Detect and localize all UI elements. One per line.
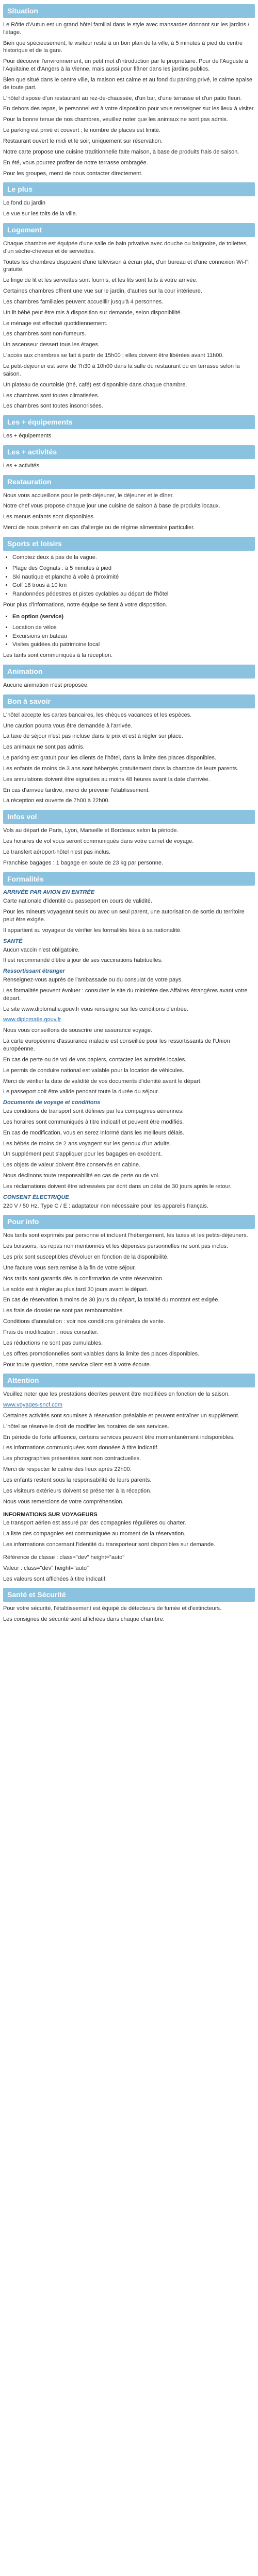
paragraph: Un ascenseur dessert tous les étages. xyxy=(3,342,100,348)
paragraph: Les horaires de vol vous seront communiqués dans votre carnet de voyage. xyxy=(3,838,194,845)
paragraph: Merci de vérifier la date de validité de vos documents d'identité avant le départ. xyxy=(3,1078,202,1084)
paragraph: Les boissons, les repas non mentionnés et les dépenses personnelles ne sont pas inclus. xyxy=(3,1243,228,1250)
paragraph: Il est recommandé d'être à jour de ses vaccinations habituelles. xyxy=(3,957,163,964)
paragraph: Carte nationale d'identité ou passeport en cours de validité. xyxy=(3,898,152,905)
paragraph: Le transport aérien est assuré par des compagnies régulières ou charter. xyxy=(3,1520,186,1527)
paragraph: Les annulations doivent être signalées au moins 48 heures avant la date d'arrivée. xyxy=(3,776,210,783)
paragraph: Les réclamations doivent être adressées par écrit dans un délai de 30 jours après le retour. xyxy=(3,1183,232,1190)
paragraph: Pour toute question, notre service client est à votre écoute. xyxy=(3,1361,151,1368)
pour-info-content xyxy=(3,1232,255,1368)
situation-content xyxy=(3,21,255,178)
paragraph: Les réductions ne sont pas cumulables. xyxy=(3,1340,103,1346)
paragraph: Nous vous remercions de votre compréhension. xyxy=(3,1498,124,1505)
paragraph: Les valeurs sont affichées à titre indicatif. xyxy=(3,1575,107,1582)
paragraph: Les formalités peuvent évoluer : consultez le site du ministère des Affaires étrangères avant votre départ. xyxy=(3,987,248,1002)
paragraph: Les enfants de moins de 3 ans sont hébergés gratuitement dans la chambre de leurs parents. xyxy=(3,765,239,772)
paragraph: Bien que spécieusement, le visiteur reste à un bon plan de la ville, à 5 minutes à pied du centre historique et de la gare. xyxy=(3,40,243,54)
paragraph: Le site www.diplomatie.gouv.fr vous renseigne sur les conditions d'entrée. xyxy=(3,1006,188,1012)
list-item: • Randonnées pédestres et pistes cyclables au départ de l'hôtel xyxy=(12,590,255,598)
paragraph: Nos tarifs sont exprimés par personne et incluent l'hébergement, les taxes et les petits-déjeuners. xyxy=(3,1232,248,1239)
activites-content xyxy=(3,462,255,470)
paragraph: Pour les mineurs voyageant seuls ou avec un seul parent, une autorisation de sortie du territoire peut être exigée. xyxy=(3,909,245,923)
section-heading-formalites: Formalités xyxy=(3,872,255,886)
animation-content xyxy=(3,682,255,689)
paragraph: Les offres promotionnelles sont valables dans la limite des places disponibles. xyxy=(3,1350,200,1357)
paragraph: Pour la bonne tenue de nos chambres, veuillez noter que les animaux ne sont pas admis. xyxy=(3,116,228,123)
paragraph: Le parking est gratuit pour les clients de l'hôtel, dans la limite des places disponibles. xyxy=(3,755,216,761)
paragraph: Nos tarifs sont garantis dès la confirmation de votre réservation. xyxy=(3,1275,164,1282)
equipements-content xyxy=(3,432,255,440)
page xyxy=(0,4,258,1639)
section-heading-sports: Sports et loisirs xyxy=(3,537,255,551)
logement-content xyxy=(3,240,255,410)
paragraph: Notre chef vous propose chaque jour une cuisine de saison à base de produits locaux. xyxy=(3,503,220,510)
subheading: INFORMATIONS SUR VOYAGEURS xyxy=(3,1511,98,1518)
paragraph: Les chambres sont toutes climatisées. xyxy=(3,392,100,399)
sports-list xyxy=(3,565,255,598)
paragraph: Le petit-déjeuner est servi de 7h30 à 10h00 dans la salle du restaurant ou en terrasse selon la saison. xyxy=(3,363,240,377)
attention-content xyxy=(3,1391,255,1505)
paragraph: Notre carte propose une cuisine traditionnelle faite maison, à base de produits frais de saison. xyxy=(3,148,239,155)
section-heading-le-plus: Le plus xyxy=(3,182,255,196)
paragraph: En dehors des repas, le personnel est à votre disposition pour vous renseigner sur les lieux à visiter. xyxy=(3,106,255,112)
paragraph: Les bébés de moins de 2 ans voyagent sur les genoux d'un adulte. xyxy=(3,1140,171,1147)
sports-content xyxy=(3,554,255,659)
paragraph: 220 V / 50 Hz. Type C / E : adaptateur non nécessaire pour les appareils français. xyxy=(3,1202,208,1209)
paragraph: Les + équipements xyxy=(3,433,52,439)
paragraph: Conditions d'annulation : voir nos conditions générales de vente. xyxy=(3,1318,165,1325)
formalites-content xyxy=(3,889,255,1210)
paragraph: Les chambres sont non-fumeurs. xyxy=(3,331,86,337)
paragraph: Le transfert aéroport-hôtel n'est pas inclus. xyxy=(3,849,111,855)
paragraph: Les menus enfants sont disponibles. xyxy=(3,514,95,520)
paragraph: L'hôtel se réserve le droit de modifier les horaires de ses services. xyxy=(3,1423,169,1430)
paragraph: Toutes les chambres disposent d'une télévision à écran plat, d'un bureau et d'une connexion Wi-Fi gratuite. xyxy=(3,259,250,273)
paragraph: Les conditions de transport sont définies par les compagnies aériennes. xyxy=(3,1108,184,1115)
paragraph: Les frais de dossier ne sont pas remboursables. xyxy=(3,1308,124,1314)
paragraph: Pour plus d'informations, notre équipe se tient à votre disposition. xyxy=(3,602,168,608)
paragraph: En cas de modification, vous en serez informé dans les meilleurs délais. xyxy=(3,1129,184,1136)
paragraph: Nous vous conseillons de souscrire une assurance voyage. xyxy=(3,1027,153,1034)
paragraph: La taxe de séjour n'est pas incluse dans le prix et est à régler sur place. xyxy=(3,733,183,740)
paragraph: En cas de réservation à moins de 30 jours du départ, la totalité du montant est exigée. xyxy=(3,1297,220,1303)
paragraph: Référence de classe : class="dev" height="auto" xyxy=(3,1554,125,1561)
paragraph: En période de forte affluence, certains services peuvent être momentanément indisponibles. xyxy=(3,1434,235,1440)
paragraph: Merci de nous prévenir en cas d'allergie ou de régime alimentaire particulier. xyxy=(3,524,195,531)
paragraph: Pour votre sécurité, l'établissement est équipé de détecteurs de fumée et d'extincteurs. xyxy=(3,1605,222,1612)
paragraph: La carte européenne d'assurance maladie est conseillée pour les ressortissants de l'Union européenne. xyxy=(3,1038,230,1052)
list-item: • Visites guidées du patrimoine local xyxy=(12,641,255,649)
paragraph: L'hôtel dispose d'un restaurant au rez-de-chaussée, d'un bar, d'une terrasse et d'un patio fleuri. xyxy=(3,95,242,101)
section-heading-sante-securite: Santé et Sécurité xyxy=(3,1588,255,1602)
paragraph: Franchise bagages : 1 bagage en soute de 23 kg par personne. xyxy=(3,859,164,866)
subheading: CONSENT ÉLECTRIQUE xyxy=(3,1194,69,1200)
paragraph: Chaque chambre est équipée d'une salle de bain privative avec douche ou baignoire, de toilettes, d'un sèche-cheveux et de serviettes. xyxy=(3,240,248,255)
section-heading-pour-info: Pour info xyxy=(3,1215,255,1229)
paragraph: Les enfants restent sous la responsabilité de leurs parents. xyxy=(3,1477,152,1483)
paragraph: Une facture vous sera remise à la fin de votre séjour. xyxy=(3,1264,136,1271)
voyages-link[interactable]: www.voyages-sncf.com xyxy=(3,1402,62,1409)
paragraph: Pour les groupes, merci de nous contacter directement. xyxy=(3,170,143,177)
section-heading-logement: Logement xyxy=(3,223,255,237)
paragraph: Vols au départ de Paris, Lyon, Marseille et Bordeaux selon la période. xyxy=(3,827,179,834)
paragraph: Les horaires sont communiqués à titre indicatif et peuvent être modifiés. xyxy=(3,1118,184,1125)
paragraph: Le vue sur les toits de la ville. xyxy=(3,211,77,217)
paragraph: Le solde est à régler au plus tard 30 jours avant le départ. xyxy=(3,1286,149,1293)
paragraph: Aucun vaccin n'est obligatoire. xyxy=(3,946,80,953)
paragraph: Les informations communiquées sont données à titre indicatif. xyxy=(3,1445,159,1451)
subheading: SANTÉ xyxy=(3,938,23,944)
link-paragraph xyxy=(3,1016,255,1024)
paragraph: Bien que situé dans le centre ville, la maison est calme et au fond du parking privé, le calme apaise de toute part. xyxy=(3,76,253,91)
section-heading-restauration: Restauration xyxy=(3,475,255,489)
paragraph: La réception est ouverte de 7h00 à 22h00. xyxy=(3,798,110,804)
list-item: • Excursions en bateau xyxy=(12,633,255,640)
paragraph: Nous vous accueillons pour le petit-déjeuner, le déjeuner et le dîner. xyxy=(3,492,174,499)
paragraph: Les visiteurs extérieurs doivent se présenter à la réception. xyxy=(3,1487,152,1494)
section-heading-animation: Animation xyxy=(3,665,255,679)
list-item: • Plage des Cognats : à 5 minutes à pied xyxy=(12,565,255,572)
paragraph: Pour découvrir l'environnement, un petit mot d'introduction par le propriétaire. Pour de l'Auguste à l'Aquitaine et d'Angers à la Vienne, mais aussi pour flâner dans les jardins publics. xyxy=(3,58,248,73)
sports-option-heading-list xyxy=(3,613,255,621)
paragraph: Frais de modification : nous consulter. xyxy=(3,1329,99,1335)
paragraph: En été, vous pourrez profiter de notre terrasse ombragée. xyxy=(3,159,148,166)
list-item: • Golf 18 trous à 10 km xyxy=(12,582,255,589)
paragraph: Le parking est privé et couvert ; le nombre de places est limité. xyxy=(3,127,161,134)
sports-option-list xyxy=(3,624,255,649)
classes-content xyxy=(3,1554,255,1583)
section-heading-equipements: Les + équipements xyxy=(3,415,255,429)
paragraph: Il appartient au voyageur de vérifier les formalités liées à sa nationalité. xyxy=(3,927,182,934)
paragraph: Un lit bébé peut être mis à disposition sur demande, selon disponibilité. xyxy=(3,309,182,316)
link-paragraph xyxy=(3,1401,255,1409)
paragraph: Veuillez noter que les prestations décrites peuvent être modifiées en fonction de la saison. xyxy=(3,1391,230,1398)
paragraph: Les photographies présentées sont non contractuelles. xyxy=(3,1455,141,1462)
paragraph: Les chambres sont toutes insonorisées. xyxy=(3,403,103,410)
paragraph: Un supplément peut s'appliquer pour les bagages en excédent. xyxy=(3,1151,162,1158)
paragraph: Le passeport doit être valide pendant toute la durée du séjour. xyxy=(3,1089,159,1095)
paragraph: Le linge de lit et les serviettes sont fournis, et les lits sont faits à votre arrivée. xyxy=(3,277,198,284)
paragraph: Certaines chambres offrent une vue sur le jardin, d'autres sur la cour intérieure. xyxy=(3,288,202,295)
paragraph: Le Rôtie d'Autun est un grand hôtel familial dans le style avec mansardes donnant sur les jardins / l'étage. xyxy=(3,21,250,36)
paragraph: Les animaux ne sont pas admis. xyxy=(3,744,85,751)
list-item: • Comptez deux à pas de la vague. xyxy=(12,554,255,562)
paragraph: Un plateau de courtoisie (thé, café) est disponible dans chaque chambre. xyxy=(3,381,187,388)
subheading: Documents de voyage et conditions xyxy=(3,1099,101,1106)
paragraph: Le ménage est effectué quotidiennement. xyxy=(3,320,108,327)
bon-a-savoir-content xyxy=(3,711,255,805)
sante-securite-content xyxy=(3,1605,255,1623)
subheading: ARRIVÉE PAR AVION EN ENTRÉE xyxy=(3,889,95,896)
list-item: • Location de vélos xyxy=(12,624,255,632)
paragraph: Les prix sont susceptibles d'évoluer en fonction de la disponibilité. xyxy=(3,1254,169,1261)
paragraph: Le fond du jardin xyxy=(3,200,45,207)
paragraph: Le permis de conduire national est valable pour la location de véhicules. xyxy=(3,1067,184,1074)
paragraph: L'hôtel accepte les cartes bancaires, les chèques vacances et les espèces. xyxy=(3,711,192,718)
section-heading-bon-a-savoir: Bon à savoir xyxy=(3,694,255,708)
paragraph: Certaines activités sont soumises à réservation préalable et peuvent entraîner un supplément. xyxy=(3,1412,239,1419)
paragraph: Renseignez-vous auprès de l'ambassade ou du consulat de votre pays. xyxy=(3,977,183,984)
paragraph: Merci de respecter le calme des lieux après 22h00. xyxy=(3,1466,132,1473)
list-item: • En option (service) xyxy=(12,613,255,621)
paragraph: Les informations concernant l'identité du transporteur sont disponibles sur demande. xyxy=(3,1541,216,1548)
restauration-content xyxy=(3,492,255,532)
list-item: • Ski nautique et planche à voile à proximité xyxy=(12,573,255,581)
sports-intro-list xyxy=(3,554,255,562)
section-heading-attention: Attention xyxy=(3,1374,255,1387)
paragraph: Les chambres familiales peuvent accueillir jusqu'à 4 personnes. xyxy=(3,298,164,305)
paragraph: Restaurant ouvert le midi et le soir, uniquement sur réservation. xyxy=(3,138,163,145)
paragraph: Aucune animation n'est proposée. xyxy=(3,682,89,688)
paragraph: L'accès aux chambres se fait à partir de 15h00 ; elles doivent être libérées avant 11h00. xyxy=(3,352,224,359)
section-heading-activites: Les + activités xyxy=(3,445,255,459)
infos-vol-content xyxy=(3,827,255,867)
infos-voyageurs-content xyxy=(3,1511,255,1549)
paragraph: En cas de perte ou de vol de vos papiers, contactez les autorités locales. xyxy=(3,1056,187,1063)
section-heading-situation: Situation xyxy=(3,4,255,18)
paragraph: Nous déclinons toute responsabilité en cas de perte ou de vol. xyxy=(3,1173,160,1179)
paragraph: Valeur : class="dev" height="auto" xyxy=(3,1565,89,1571)
paragraph: Les objets de valeur doivent être conservés en cabine. xyxy=(3,1162,140,1168)
section-heading-infos-vol: Infos vol xyxy=(3,810,255,824)
le-plus-content xyxy=(3,199,255,218)
paragraph: Les tarifs sont communiqués à la réception. xyxy=(3,652,113,659)
paragraph: Les consignes de sécurité sont affichées dans chaque chambre. xyxy=(3,1616,165,1623)
subheading: Ressortissant étranger xyxy=(3,968,65,975)
diplomatie-link[interactable]: www.diplomatie.gouv.fr xyxy=(3,1016,61,1023)
paragraph: En cas d'arrivée tardive, merci de prévenir l'établissement. xyxy=(3,787,150,793)
paragraph: La liste des compagnies est communiquée au moment de la réservation. xyxy=(3,1531,186,1537)
paragraph: Les + activités xyxy=(3,462,40,469)
paragraph: Une caution pourra vous être demandée à l'arrivée. xyxy=(3,722,133,729)
